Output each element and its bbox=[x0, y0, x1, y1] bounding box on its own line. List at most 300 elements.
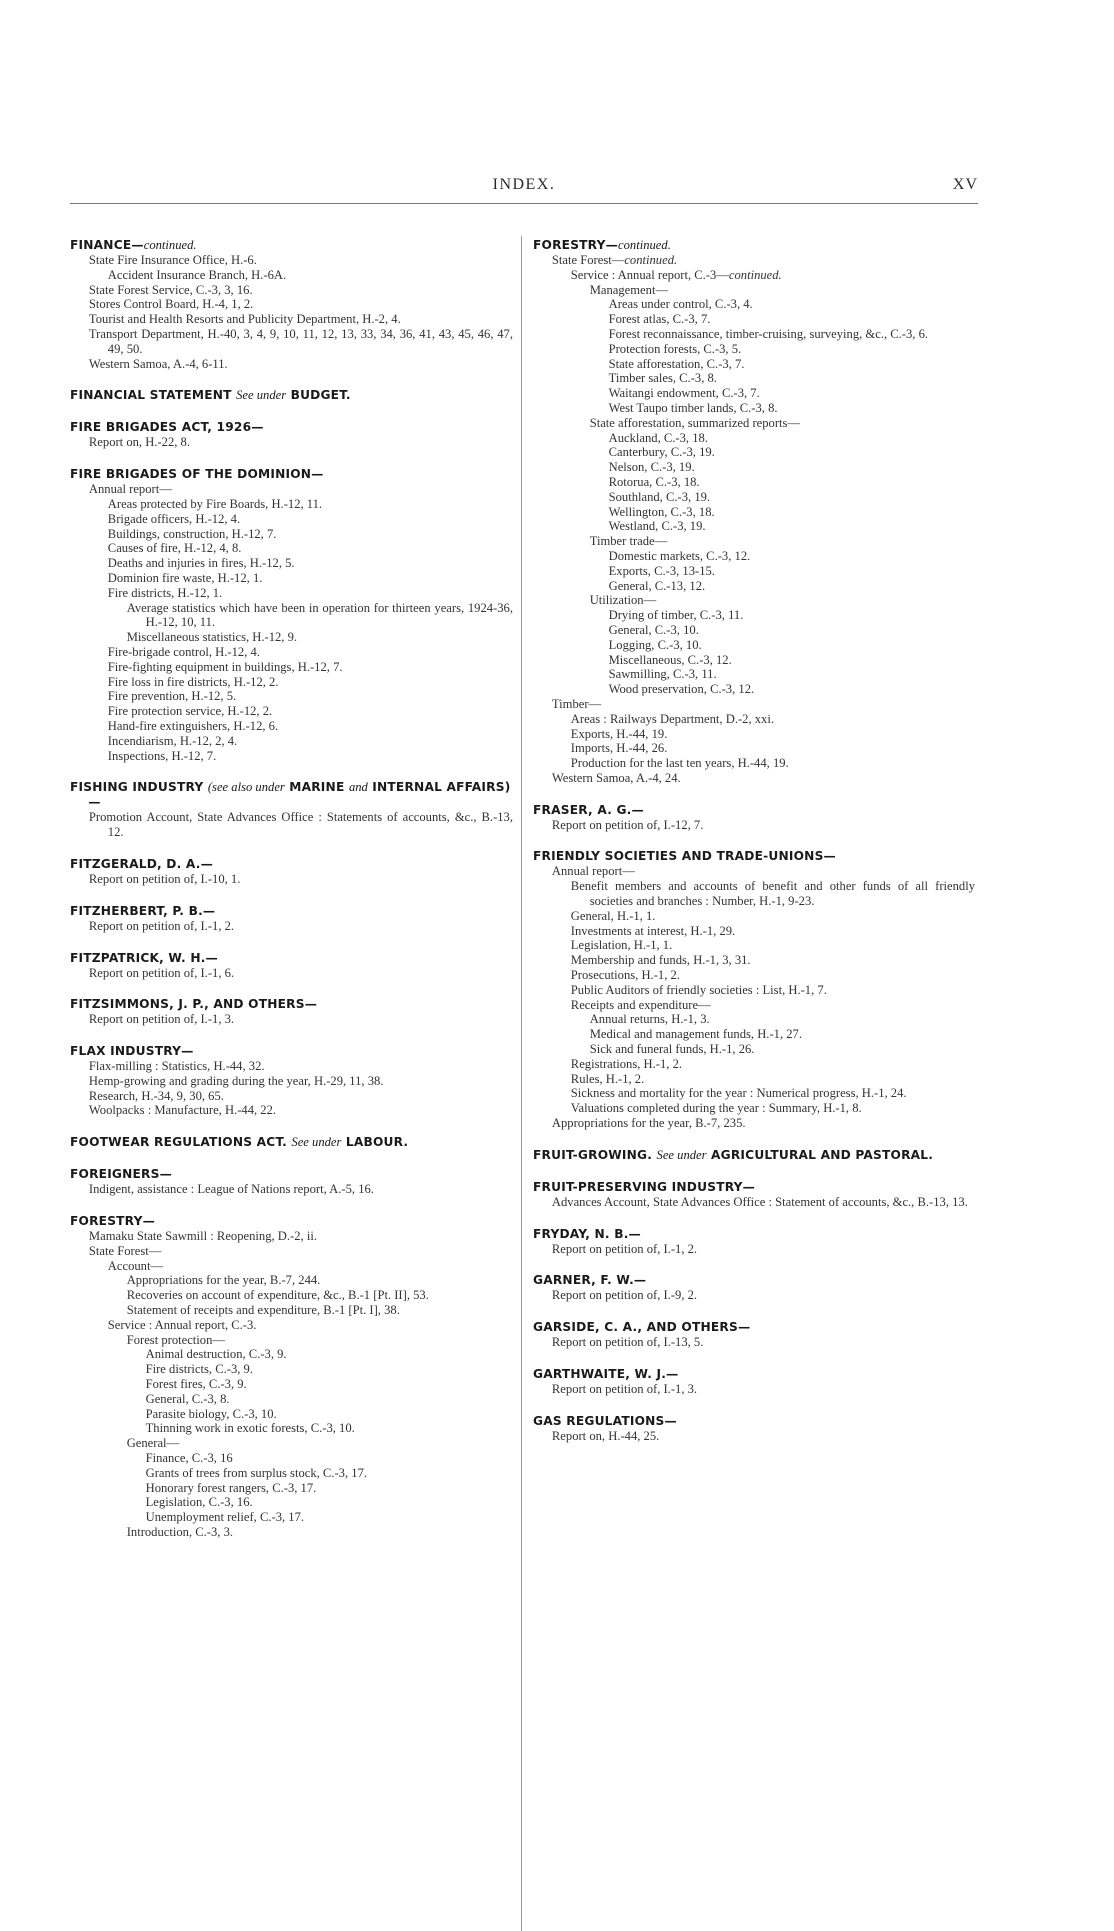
subentry-text: Appropriations for the year, B.-7, 235. bbox=[551, 1116, 746, 1131]
subentry-text: Valuations completed during the year : Summary, H.-1, 8. bbox=[570, 1101, 862, 1116]
subentry-text: Fire-brigade control, H.-12, 4. bbox=[107, 644, 260, 659]
index-entry bbox=[533, 803, 975, 833]
subentry-text: Fire prevention, H.-12, 5. bbox=[107, 689, 237, 704]
index-subentry bbox=[533, 1242, 975, 1257]
subentry-text: Nelson, C.-3, 19. bbox=[608, 460, 695, 475]
index-subentry bbox=[533, 1042, 975, 1057]
cross-reference-label: See under bbox=[291, 1135, 342, 1150]
index-subentry bbox=[70, 1362, 513, 1377]
cross-reference-conjunction: and bbox=[348, 780, 368, 795]
index-entry bbox=[70, 780, 513, 840]
index-entry bbox=[70, 904, 513, 934]
index-subentry bbox=[70, 810, 513, 840]
heading-text: FITZSIMMONS, J. P., AND OTHERS— bbox=[70, 997, 318, 1012]
subentry-text: Grants of trees from surplus stock, C.-3, 17. bbox=[145, 1465, 368, 1480]
entry-heading bbox=[70, 238, 513, 253]
index-subentry bbox=[70, 497, 513, 512]
subentry-text: Report on, H.-22, 8. bbox=[88, 435, 190, 450]
index-subentry bbox=[70, 719, 513, 734]
index-subentry bbox=[70, 660, 513, 675]
index-subentry bbox=[70, 966, 513, 981]
index-subentry bbox=[70, 268, 513, 283]
index-subentry bbox=[533, 564, 975, 579]
heading-text: FRASER, A. G.— bbox=[533, 802, 644, 817]
index-subentry bbox=[533, 1057, 975, 1072]
index-subentry bbox=[533, 864, 975, 879]
heading-text: FINANCE— bbox=[70, 238, 144, 252]
entry-heading bbox=[70, 1214, 513, 1229]
entry-heading bbox=[533, 1148, 975, 1163]
subentry-text: State Forest Service, C.-3, 3, 16. bbox=[88, 282, 253, 297]
cross-reference-label: (see also under bbox=[207, 780, 285, 795]
subentry-text: Legislation, C.-3, 16. bbox=[145, 1495, 253, 1510]
index-subentry bbox=[533, 534, 975, 549]
subentry-text: Thinning work in exotic forests, C.-3, 10. bbox=[145, 1421, 355, 1436]
subentry-text: Forest fires, C.-3, 9. bbox=[145, 1377, 247, 1392]
index-entry bbox=[70, 997, 513, 1027]
cross-reference-target: MARINE bbox=[289, 780, 345, 795]
index-subentry bbox=[533, 593, 975, 608]
index-subentry bbox=[70, 749, 513, 764]
subentry-text: Honorary forest rangers, C.-3, 17. bbox=[145, 1480, 317, 1495]
subentry-text: Parasite biology, C.-3, 10. bbox=[145, 1406, 277, 1421]
subentry-text: Finance, C.-3, 16 bbox=[145, 1451, 233, 1466]
running-title: INDEX. bbox=[492, 176, 556, 193]
subentry-text: Wellington, C.-3, 18. bbox=[608, 504, 715, 519]
index-subentry bbox=[533, 638, 975, 653]
index-subentry bbox=[533, 268, 975, 283]
heading-text: FIRE BRIGADES OF THE DOMINION— bbox=[70, 467, 324, 482]
index-subentry bbox=[70, 675, 513, 690]
entry-heading bbox=[533, 1227, 975, 1242]
subentry-text: Accident Insurance Branch, H.-6A. bbox=[107, 267, 287, 282]
subentry-text: Report on, H.-44, 25. bbox=[551, 1428, 660, 1443]
subentry-text: Forest protection— bbox=[126, 1332, 225, 1347]
subentry-text: Protection forests, C.-3, 5. bbox=[608, 341, 742, 356]
subentry-text: Southland, C.-3, 19. bbox=[608, 489, 711, 504]
entry-heading bbox=[533, 1367, 975, 1382]
subentry-text: Imports, H.-44, 26. bbox=[570, 741, 668, 756]
subentry-text: Report on petition of, I.-9, 2. bbox=[551, 1288, 698, 1303]
heading-text: FOOTWEAR REGULATIONS ACT. bbox=[70, 1135, 287, 1150]
index-subentry bbox=[70, 1495, 513, 1510]
heading-text: FISHING INDUSTRY bbox=[70, 780, 204, 795]
index-subentry bbox=[70, 556, 513, 571]
heading-text: FORESTRY— bbox=[533, 238, 619, 252]
index-subentry bbox=[70, 1074, 513, 1089]
index-subentry bbox=[70, 435, 513, 450]
subentry-text: Fire loss in fire districts, H.-12, 2. bbox=[107, 674, 279, 689]
entry-heading bbox=[70, 420, 513, 435]
index-subentry bbox=[533, 490, 975, 505]
cross-reference-target: INTERNAL AFFAIRS)— bbox=[88, 780, 511, 810]
subentry-text: Benefit members and accounts of benefit and other funds of all friendly societies and branches : Number, H.-1, 9-23. bbox=[570, 879, 975, 909]
entry-heading bbox=[533, 1180, 975, 1195]
subentry-text: Legislation, H.-1, 1. bbox=[570, 938, 673, 953]
subentry-text: Areas : Railways Department, D.-2, xxi. bbox=[570, 711, 774, 726]
continued-label: continued. bbox=[624, 253, 678, 267]
subentry-text: Sick and funeral funds, H.-1, 26. bbox=[589, 1042, 755, 1057]
index-subentry bbox=[533, 608, 975, 623]
cross-reference-target: AGRICULTURAL AND PASTORAL. bbox=[711, 1147, 934, 1162]
subentry-text: Unemployment relief, C.-3, 17. bbox=[145, 1510, 305, 1525]
index-subentry bbox=[533, 998, 975, 1013]
subentry-text: Annual report— bbox=[88, 482, 172, 497]
index-entry bbox=[70, 951, 513, 981]
index-subentry bbox=[70, 919, 513, 934]
entry-heading bbox=[70, 997, 513, 1012]
subentry-text: Areas protected by Fire Boards, H.-12, 11. bbox=[107, 496, 323, 511]
subentry-text: Canterbury, C.-3, 19. bbox=[608, 445, 715, 460]
index-subentry bbox=[70, 872, 513, 887]
entry-heading bbox=[533, 803, 975, 818]
subentry-text: Exports, C.-3, 13-15. bbox=[608, 563, 715, 578]
index-entry bbox=[70, 1044, 513, 1118]
index-subentry bbox=[70, 1012, 513, 1027]
subentry-text: Flax-milling : Statistics, H.-44, 32. bbox=[88, 1059, 265, 1074]
index-entry bbox=[70, 420, 513, 450]
heading-text: GAS REGULATIONS— bbox=[533, 1413, 677, 1428]
subentry-text: General, C.-13, 12. bbox=[608, 578, 706, 593]
index-subentry bbox=[533, 1012, 975, 1027]
index-subentry bbox=[70, 1333, 513, 1348]
index-subentry bbox=[533, 968, 975, 983]
entry-heading bbox=[533, 1414, 975, 1429]
index-subentry bbox=[533, 431, 975, 446]
index-subentry bbox=[70, 1451, 513, 1466]
heading-text: FRUIT-GROWING. bbox=[533, 1147, 653, 1162]
subentry-text: Annual report— bbox=[551, 864, 635, 879]
index-subentry bbox=[533, 727, 975, 742]
index-subentry bbox=[533, 909, 975, 924]
subentry-text: Transport Department, H.-40, 3, 4, 9, 10, 11, 12, 13, 33, 34, 36, 41, 43, 45, 46, 47, 49, 50. bbox=[88, 326, 513, 356]
index-entry bbox=[533, 1414, 975, 1444]
subentry-text: Areas under control, C.-3, 4. bbox=[608, 297, 753, 312]
continued-label: continued. bbox=[143, 238, 197, 252]
entry-heading bbox=[70, 780, 513, 810]
page-number: XV bbox=[952, 176, 978, 193]
index-subentry bbox=[70, 283, 513, 298]
subentry-text: Inspections, H.-12, 7. bbox=[107, 748, 217, 763]
index-subentry bbox=[70, 1347, 513, 1362]
index-subentry bbox=[533, 549, 975, 564]
subentry-text: Rules, H.-1, 2. bbox=[570, 1071, 645, 1086]
index-subentry bbox=[70, 512, 513, 527]
subentry-text: Service : Annual report, C.-3. bbox=[107, 1317, 257, 1332]
index-subentry bbox=[533, 386, 975, 401]
subentry-text: Animal destruction, C.-3, 9. bbox=[145, 1347, 287, 1362]
index-subentry bbox=[533, 756, 975, 771]
index-subentry bbox=[533, 416, 975, 431]
subentry-text: Fire protection service, H.-12, 2. bbox=[107, 704, 273, 719]
entry-heading bbox=[70, 857, 513, 872]
subentry-text: State Forest— bbox=[551, 253, 625, 267]
subentry-text: Fire districts, H.-12, 1. bbox=[107, 585, 223, 600]
index-subentry bbox=[70, 571, 513, 586]
index-subentry bbox=[533, 327, 975, 342]
entry-heading bbox=[70, 388, 513, 403]
index-subentry bbox=[533, 1335, 975, 1350]
subentry-text: Stores Control Board, H.-4, 1, 2. bbox=[88, 297, 254, 312]
index-subentry bbox=[533, 1382, 975, 1397]
entry-heading bbox=[533, 849, 975, 864]
subentry-text: Causes of fire, H.-12, 4, 8. bbox=[107, 541, 242, 556]
index-subentry bbox=[533, 1288, 975, 1303]
index-entry bbox=[533, 1320, 975, 1350]
index-subentry bbox=[70, 689, 513, 704]
subentry-text: Hemp-growing and grading during the year, H.-29, 11, 38. bbox=[88, 1073, 384, 1088]
subentry-text: Drying of timber, C.-3, 11. bbox=[608, 608, 744, 623]
subentry-text: Prosecutions, H.-1, 2. bbox=[570, 968, 680, 983]
index-subentry bbox=[533, 371, 975, 386]
subentry-text: Auckland, C.-3, 18. bbox=[608, 430, 708, 445]
subentry-text: Buildings, construction, H.-12, 7. bbox=[107, 526, 277, 541]
index-subentry bbox=[533, 1101, 975, 1116]
subentry-text: Mamaku State Sawmill : Reopening, D.-2, ii. bbox=[88, 1229, 317, 1244]
index-subentry bbox=[533, 924, 975, 939]
subentry-text: Public Auditors of friendly societies : List, H.-1, 7. bbox=[570, 982, 827, 997]
index-subentry bbox=[70, 1466, 513, 1481]
index-subentry bbox=[533, 818, 975, 833]
subentry-text: General, C.-3, 8. bbox=[145, 1391, 230, 1406]
index-subentry bbox=[533, 283, 975, 298]
index-entry bbox=[70, 1135, 513, 1150]
subentry-text: Account— bbox=[107, 1258, 164, 1273]
subentry-text: Woolpacks : Manufacture, H.-44, 22. bbox=[88, 1103, 277, 1118]
continued-label: continued. bbox=[728, 267, 782, 282]
index-subentry bbox=[70, 1273, 513, 1288]
heading-text: GARNER, F. W.— bbox=[533, 1273, 647, 1288]
right-column bbox=[533, 238, 975, 1461]
subentry-text: Medical and management funds, H.-1, 27. bbox=[589, 1027, 802, 1042]
subentry-text: Fire districts, C.-3, 9. bbox=[145, 1362, 254, 1377]
index-subentry bbox=[70, 1229, 513, 1244]
index-entry bbox=[533, 1273, 975, 1303]
index-subentry bbox=[533, 1429, 975, 1444]
index-subentry bbox=[533, 1072, 975, 1087]
index-entry bbox=[533, 1227, 975, 1257]
index-subentry bbox=[70, 541, 513, 556]
index-subentry bbox=[70, 527, 513, 542]
index-subentry bbox=[533, 938, 975, 953]
index-subentry bbox=[70, 1481, 513, 1496]
index-subentry bbox=[533, 697, 975, 712]
header-rule bbox=[70, 203, 978, 204]
subentry-text: Annual returns, H.-1, 3. bbox=[589, 1012, 710, 1027]
heading-text: FITZGERALD, D. A.— bbox=[70, 856, 213, 871]
index-subentry bbox=[533, 519, 975, 534]
subentry-text: State afforestation, summarized reports— bbox=[589, 415, 801, 430]
heading-text: FIRE BRIGADES ACT, 1926— bbox=[70, 420, 264, 435]
index-subentry bbox=[533, 879, 975, 909]
index-subentry bbox=[70, 1525, 513, 1540]
heading-text: FITZHERBERT, P. B.— bbox=[70, 903, 216, 918]
index-subentry bbox=[70, 1182, 513, 1197]
index-subentry bbox=[533, 1086, 975, 1101]
subentry-text: Incendiarism, H.-12, 2, 4. bbox=[107, 733, 238, 748]
subentry-text: Wood preservation, C.-3, 12. bbox=[608, 682, 755, 697]
heading-text: FRYDAY, N. B.— bbox=[533, 1226, 641, 1241]
subentry-text: Average statistics which have been in operation for thirteen years, 1924-36, H.-12, 10, 11. bbox=[126, 600, 513, 630]
subentry-text: State Forest— bbox=[88, 1243, 162, 1258]
index-subentry bbox=[70, 645, 513, 660]
index-subentry bbox=[533, 342, 975, 357]
index-subentry bbox=[70, 1421, 513, 1436]
entry-heading bbox=[533, 238, 975, 253]
index-subentry bbox=[533, 579, 975, 594]
subentry-text: Miscellaneous, C.-3, 12. bbox=[608, 652, 732, 667]
subentry-text: Dominion fire waste, H.-12, 1. bbox=[107, 570, 263, 585]
index-subentry bbox=[70, 482, 513, 497]
subentry-text: Domestic markets, C.-3, 12. bbox=[608, 548, 751, 563]
entry-heading bbox=[533, 1320, 975, 1335]
index-entry bbox=[533, 1367, 975, 1397]
entry-heading bbox=[70, 467, 513, 482]
subentry-text: Membership and funds, H.-1, 3, 31. bbox=[570, 953, 751, 968]
index-subentry bbox=[533, 460, 975, 475]
index-entry bbox=[70, 388, 513, 403]
index-entry bbox=[70, 1214, 513, 1540]
subentry-text: Waitangi endowment, C.-3, 7. bbox=[608, 386, 760, 401]
continued-label: continued. bbox=[618, 238, 671, 252]
subentry-text: Report on petition of, I.-1, 2. bbox=[551, 1241, 698, 1256]
index-subentry bbox=[533, 505, 975, 520]
subentry-text: Introduction, C.-3, 3. bbox=[126, 1525, 234, 1540]
subentry-text: Service : Annual report, C.-3— bbox=[570, 267, 729, 282]
index-subentry bbox=[533, 401, 975, 416]
subentry-text: Promotion Account, State Advances Office : Statements of accounts, &c., B.-13, 12. bbox=[88, 810, 513, 840]
index-subentry bbox=[70, 1244, 513, 1259]
index-subentry bbox=[533, 682, 975, 697]
index-entry bbox=[533, 849, 975, 1130]
subentry-text: Forest reconnaissance, timber-cruising, surveying, &c., C.-3, 6. bbox=[608, 326, 929, 341]
index-subentry bbox=[70, 1510, 513, 1525]
index-subentry bbox=[70, 312, 513, 327]
subentry-text: Report on petition of, I.-13, 5. bbox=[551, 1335, 704, 1350]
index-subentry bbox=[533, 741, 975, 756]
subentry-text: Research, H.-34, 9, 30, 65. bbox=[88, 1088, 224, 1103]
subentry-text: Statement of receipts and expenditure, B.-1 [Pt. I], 38. bbox=[126, 1303, 400, 1318]
left-column bbox=[70, 238, 513, 1557]
subentry-text: Receipts and expenditure— bbox=[570, 997, 711, 1012]
index-subentry bbox=[70, 601, 513, 631]
index-subentry bbox=[70, 253, 513, 268]
entry-heading bbox=[533, 1273, 975, 1288]
index-subentry bbox=[533, 1116, 975, 1131]
heading-text: GARSIDE, C. A., AND OTHERS— bbox=[533, 1320, 751, 1335]
subentry-text: Fire-fighting equipment in buildings, H.-12, 7. bbox=[107, 659, 343, 674]
index-subentry bbox=[70, 586, 513, 601]
entry-heading bbox=[70, 1135, 513, 1150]
index-subentry bbox=[533, 771, 975, 786]
index-entry bbox=[533, 238, 975, 786]
index-subentry bbox=[533, 253, 975, 268]
column-divider bbox=[521, 236, 522, 1931]
index-subentry bbox=[533, 1195, 975, 1210]
subentry-text: Production for the last ten years, H.-44, 19. bbox=[570, 756, 789, 771]
index-subentry bbox=[70, 297, 513, 312]
cross-reference-label: See under bbox=[656, 1147, 707, 1162]
heading-text: FITZPATRICK, W. H.— bbox=[70, 950, 218, 965]
subentry-text: Utilization— bbox=[589, 593, 657, 608]
subentry-text: Recoveries on account of expenditure, &c., B.-1 [Pt. II], 53. bbox=[126, 1288, 429, 1303]
subentry-text: Westland, C.-3, 19. bbox=[608, 519, 706, 534]
cross-reference-target: LABOUR. bbox=[345, 1135, 409, 1150]
subentry-text: Timber trade— bbox=[589, 534, 668, 549]
subentry-text: Deaths and injuries in fires, H.-12, 5. bbox=[107, 556, 295, 571]
subentry-text: Hand-fire extinguishers, H.-12, 6. bbox=[107, 718, 279, 733]
index-subentry bbox=[533, 653, 975, 668]
index-subentry bbox=[70, 1436, 513, 1451]
index-subentry bbox=[70, 1303, 513, 1318]
index-subentry bbox=[533, 445, 975, 460]
index-entry bbox=[70, 238, 513, 371]
entry-heading bbox=[70, 951, 513, 966]
index-subentry bbox=[533, 1027, 975, 1042]
subentry-text: General, H.-1, 1. bbox=[570, 908, 656, 923]
subentry-text: Sickness and mortality for the year : Numerical progress, H.-1, 24. bbox=[570, 1086, 907, 1101]
subentry-text: Report on petition of, I.-1, 3. bbox=[551, 1382, 698, 1397]
index-subentry bbox=[70, 1259, 513, 1274]
index-subentry bbox=[533, 312, 975, 327]
subentry-text: Indigent, assistance : League of Nations report, A.-5, 16. bbox=[88, 1182, 374, 1197]
index-subentry bbox=[533, 357, 975, 372]
index-subentry bbox=[533, 667, 975, 682]
subentry-text: Report on petition of, I.-1, 6. bbox=[88, 965, 235, 980]
heading-text: FLAX INDUSTRY— bbox=[70, 1044, 194, 1059]
subentry-text: Report on petition of, I.-12, 7. bbox=[551, 817, 704, 832]
index-subentry bbox=[70, 357, 513, 372]
heading-text: FORESTRY— bbox=[70, 1214, 156, 1229]
index-subentry bbox=[533, 953, 975, 968]
subentry-text: Brigade officers, H.-12, 4. bbox=[107, 511, 241, 526]
subentry-text: Report on petition of, I.-1, 3. bbox=[88, 1012, 235, 1027]
subentry-text: Timber— bbox=[551, 696, 602, 711]
subentry-text: Registrations, H.-1, 2. bbox=[570, 1056, 683, 1071]
subentry-text: Exports, H.-44, 19. bbox=[570, 726, 668, 741]
index-subentry bbox=[70, 1377, 513, 1392]
subentry-text: Western Samoa, A.-4, 6-11. bbox=[88, 356, 228, 371]
subentry-text: Investments at interest, H.-1, 29. bbox=[570, 923, 736, 938]
index-entry bbox=[70, 857, 513, 887]
subentry-text: Western Samoa, A.-4, 24. bbox=[551, 770, 681, 785]
page-header bbox=[70, 176, 978, 198]
subentry-text: Management— bbox=[589, 282, 669, 297]
index-entry bbox=[70, 467, 513, 763]
heading-text: FRIENDLY SOCIETIES AND TRADE-UNIONS— bbox=[533, 849, 836, 864]
subentry-text: State Fire Insurance Office, H.-6. bbox=[88, 253, 257, 267]
cross-reference-target: BUDGET. bbox=[290, 388, 351, 403]
index-subentry bbox=[70, 1318, 513, 1333]
subentry-text: Report on petition of, I.-10, 1. bbox=[88, 871, 241, 886]
index-subentry bbox=[70, 1103, 513, 1118]
index-subentry bbox=[533, 475, 975, 490]
heading-text: FINANCIAL STATEMENT bbox=[70, 388, 232, 403]
index-entry bbox=[533, 1180, 975, 1210]
index-entry bbox=[533, 1148, 975, 1163]
heading-text: FRUIT-PRESERVING INDUSTRY— bbox=[533, 1179, 756, 1194]
subentry-text: General, C.-3, 10. bbox=[608, 622, 699, 637]
subentry-text: State afforestation, C.-3, 7. bbox=[608, 356, 745, 371]
heading-text: FOREIGNERS— bbox=[70, 1167, 173, 1182]
cross-reference-label: See under bbox=[236, 388, 287, 403]
subentry-text: Appropriations for the year, B.-7, 244. bbox=[126, 1273, 321, 1288]
subentry-text: Timber sales, C.-3, 8. bbox=[608, 371, 717, 386]
subentry-text: Forest atlas, C.-3, 7. bbox=[608, 312, 711, 327]
index-subentry bbox=[70, 704, 513, 719]
index-subentry bbox=[70, 1392, 513, 1407]
index-subentry bbox=[70, 327, 513, 357]
